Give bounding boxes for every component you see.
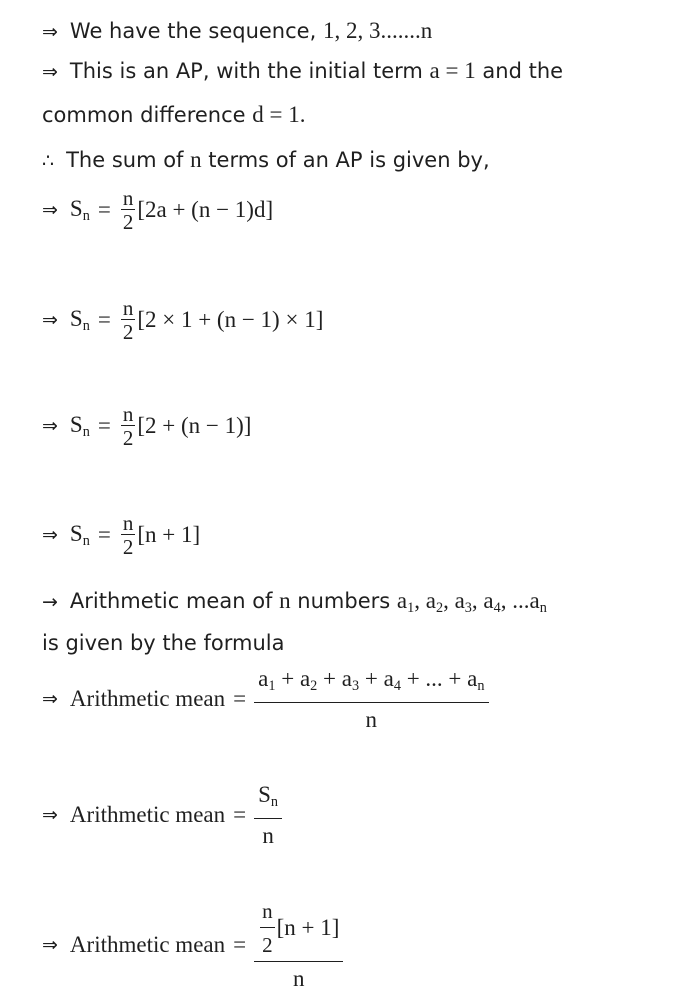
implies-icon: ⇒ [42, 804, 58, 827]
ap-text-b: and the [475, 59, 564, 83]
sum-text-a: The sum of [66, 148, 191, 172]
equals-sign: = [97, 522, 111, 547]
am-math-n: n [279, 588, 291, 613]
equals-sign: = [97, 197, 111, 222]
right-arrow-icon: → [42, 591, 58, 613]
equals-sign: = [233, 686, 247, 712]
equation-2 [42, 298, 323, 342]
line-sequence [42, 17, 432, 46]
sequence-math: 1, 2, 3.......n [322, 18, 433, 43]
arithmetic-mean-label: Arithmetic mean [69, 686, 226, 712]
equals-sign: = [97, 413, 111, 438]
therefore-icon: ∴ [42, 150, 55, 172]
half-n-fraction: $\frac{n}{2}$ [122, 402, 134, 450]
sequence-text: We have the sequence, [69, 19, 323, 43]
half-n-fraction: $\frac{n}{2}$ [122, 511, 134, 559]
mean-numerator-sn: $S_n$ [258, 782, 279, 810]
mean-fraction-2 [256, 780, 280, 851]
equation-1 [42, 188, 273, 232]
equation-3-rest: [2 + (n − 1)] [137, 413, 252, 438]
sn-symbol: $S_n$ [69, 305, 90, 334]
implies-icon: ⇒ [42, 688, 58, 711]
implies-icon: ⇒ [42, 199, 58, 221]
mean-denominator: n [254, 702, 488, 735]
equation-3 [42, 404, 251, 448]
equation-4 [42, 513, 200, 557]
cd-text: common difference [42, 103, 253, 127]
mean-fraction-1 [256, 664, 486, 735]
equation-4-rest: [n + 1] [137, 522, 201, 547]
equation-2-rest: [2 × 1 + (n − 1) × 1] [137, 307, 324, 332]
sum-text-b: terms of an AP is given by, [201, 148, 490, 172]
mean-numerator-sum: $a_1 + a_2 + a_3 + a_4$ + ... + $a_n$ [258, 666, 485, 694]
equals-sign: = [97, 307, 111, 332]
half-n-fraction: $\frac{n}{2}$ [122, 186, 134, 234]
ap-text-a: This is an AP, with the initial term [69, 59, 430, 83]
implies-icon: ⇒ [42, 61, 58, 83]
implies-icon: ⇒ [42, 309, 58, 331]
formula-intro-text: is given by the formula [42, 631, 285, 655]
half-n-fraction: $\frac{n}{2}$ [260, 896, 275, 960]
ap-math-a: a = 1 [429, 58, 476, 83]
sn-symbol: $S_n$ [69, 520, 90, 549]
half-n-fraction: $\frac{n}{2}$ [122, 296, 134, 344]
mean-equation-1 [42, 664, 489, 735]
mean-denominator: n [254, 818, 282, 851]
equals-sign: = [233, 802, 247, 828]
am-sequence: $a_1$, $a_2$, $a_3$, $a_4$, $...a_n$ [396, 588, 547, 616]
implies-icon: ⇒ [42, 21, 58, 43]
mean-fraction-3 [256, 896, 341, 994]
sum-math-a: n [190, 147, 202, 172]
implies-icon: ⇒ [42, 415, 58, 437]
mean-equation-2 [42, 780, 282, 851]
mean-numerator-nested: $\frac{n}{2}$ [n + 1] [256, 896, 341, 961]
implies-icon: ⇒ [42, 524, 58, 546]
am-text-a: Arithmetic mean of [69, 589, 280, 613]
line-formula-intro [42, 629, 285, 657]
sn-symbol: $S_n$ [69, 411, 90, 440]
sn-symbol: $S_n$ [69, 195, 90, 224]
equals-sign: = [233, 932, 247, 957]
equation-1-rest: [2a + (n − 1)d] [137, 197, 274, 222]
arithmetic-mean-label: Arithmetic mean [69, 932, 226, 957]
mean-denominator: n [254, 961, 343, 994]
cd-math: d = 1. [252, 102, 306, 127]
line-common-difference [42, 101, 305, 129]
implies-icon: ⇒ [42, 934, 58, 956]
arithmetic-mean-label: Arithmetic mean [69, 802, 226, 828]
line-ap [42, 57, 563, 86]
line-sum-intro [42, 146, 490, 175]
line-am-intro [42, 587, 547, 622]
am-text-b: numbers [290, 589, 397, 613]
mean-equation-3 [42, 896, 343, 994]
